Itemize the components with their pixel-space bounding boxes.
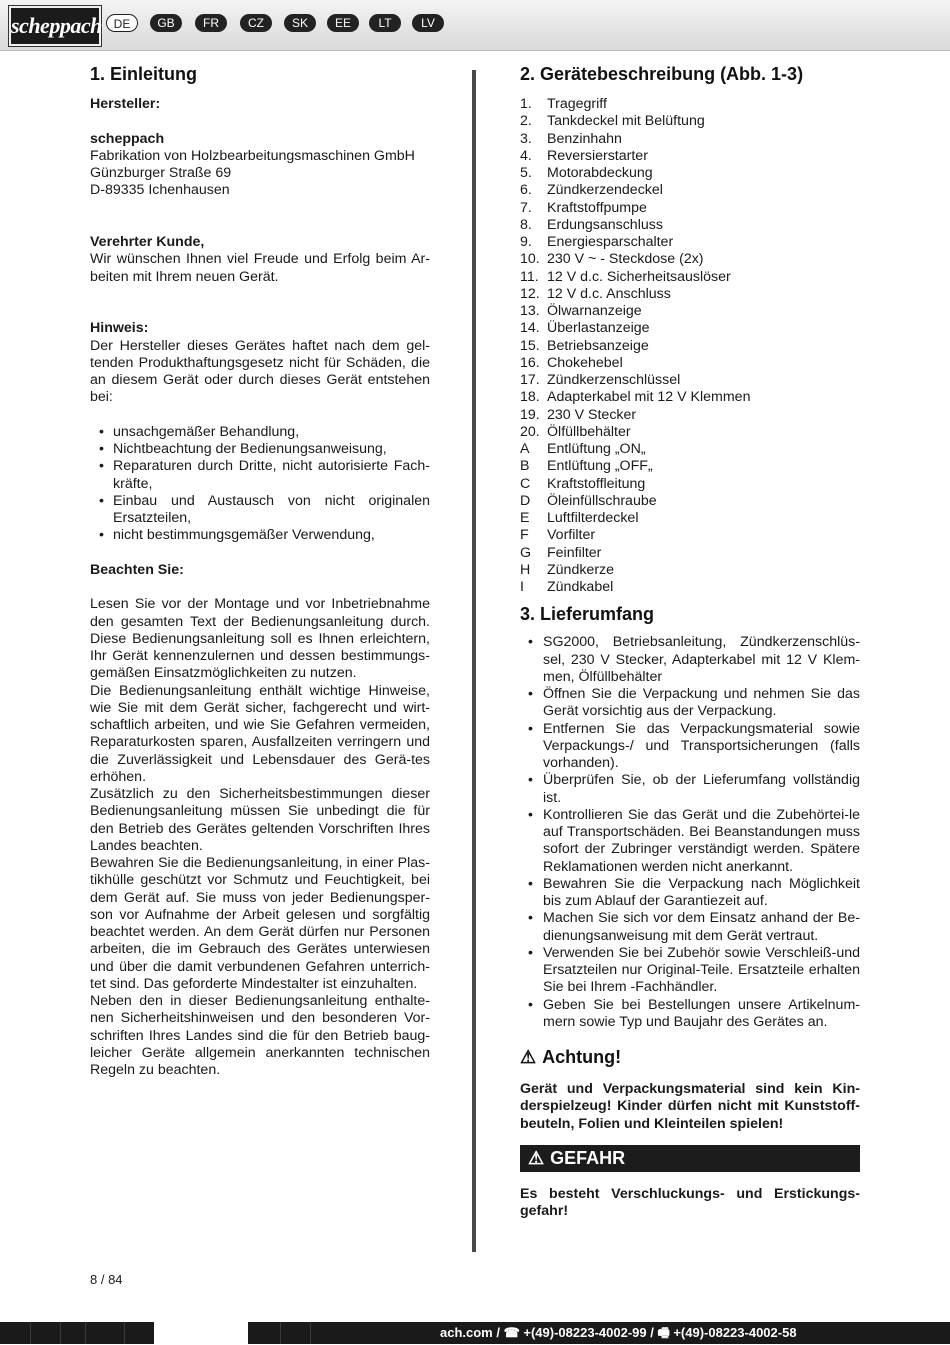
gefahr-text: Es besteht Verschluckungs- und Erstickungs-gefahr! xyxy=(520,1185,860,1219)
parts-list-label: Öleinfüllschraube xyxy=(547,492,657,509)
parts-list-number: 9. xyxy=(520,234,532,250)
parts-list-number: 5. xyxy=(520,165,532,181)
parts-list-number: 20. xyxy=(520,423,540,440)
language-tab-gb[interactable]: GB xyxy=(150,14,182,32)
achtung-text: Gerät und Verpackungsmaterial sind kein Kin-derspielzeug! Kinder dürfen nicht mit Kunststoff-beuteln, Folien und Kleinteilen spielen! xyxy=(520,1081,860,1132)
parts-list-label: 12 V d.c. Sicherheitsauslöser xyxy=(547,268,731,285)
left-column xyxy=(90,62,430,1079)
parts-list-item xyxy=(520,493,860,510)
parts-list-number: 2. xyxy=(520,113,532,130)
parts-list-number: 13. xyxy=(520,303,540,319)
parts-list-label: 230 V ~ - Steckdose (2x) xyxy=(547,251,704,268)
hersteller-label: Hersteller: xyxy=(90,96,161,112)
delivery-list xyxy=(520,634,860,1031)
parts-list-label: Motorabdeckung xyxy=(547,165,653,181)
parts-list-item xyxy=(520,424,860,441)
list-item: • unsachgemäßer Behandlung, xyxy=(90,424,430,441)
delivery-list-item: • Verwenden Sie bei Zubehör sowie Verschleiß-und Ersatzteilen nur Original-Teile. Ersatzteile erhalten Sie bei Ihrem -Fachhändler. xyxy=(520,945,860,997)
parts-list-label: Betriebsanzeige xyxy=(547,337,649,354)
parts-list-item xyxy=(520,476,860,493)
parts-list-number: E xyxy=(520,510,530,526)
kunde-text: Wir wünschen Ihnen viel Freude und Erfolg beim Ar-beiten mit Ihrem neuen Gerät. xyxy=(90,251,430,285)
parts-list-label: Zündkerzendeckel xyxy=(547,182,663,199)
delivery-list-item: • Entfernen Sie das Verpackungsmaterial sowie Verpackungs-/ und Transportsicherungen (falls vorhanden). xyxy=(520,721,860,773)
list-item: • nicht bestimmungsgemäßer Verwendung, xyxy=(90,527,430,544)
parts-list-label: Adapterkabel mit 12 V Klemmen xyxy=(547,389,751,406)
language-tab-lt[interactable]: LT xyxy=(369,14,401,32)
hinweis-label: Hinweis: xyxy=(90,320,149,337)
parts-list-item xyxy=(520,407,860,424)
parts-list-label: Reversierstarter xyxy=(547,147,648,164)
parts-list-item xyxy=(520,389,860,406)
achtung-title: Achtung! xyxy=(542,1047,622,1067)
address-line: Fabrikation von Holzbearbeitungsmaschinen GmbH xyxy=(90,147,415,164)
parts-list-label: Tankdeckel mit Belüftung xyxy=(547,113,705,130)
parts-list-label: Zündkerzenschlüssel xyxy=(547,372,681,388)
right-column xyxy=(520,62,860,1220)
achtung-heading xyxy=(520,1045,860,1069)
parts-list-item xyxy=(520,200,860,217)
hinweis-text: Der Hersteller dieses Gerätes haftet nach dem gel-tenden Produkthaftungsgesetz nicht für Schäden, die an diesem Gerät oder durch dieses Gerät entstehen bei: xyxy=(90,337,430,406)
parts-list-number: C xyxy=(520,475,531,492)
language-tab-de[interactable]: DE xyxy=(106,14,138,32)
gefahr-title: GEFAHR xyxy=(550,1147,626,1168)
page-number: 8 / 84 xyxy=(90,1272,123,1287)
parts-list-item xyxy=(520,165,860,182)
parts-list-number: A xyxy=(520,441,530,457)
delivery-list-item: • SG2000, Betriebsanleitung, Zündkerzenschlüs-sel, 230 V Stecker, Adapterkabel mit 12 V Klem-men, Ölfüllbehälter xyxy=(520,634,860,686)
parts-list-number: F xyxy=(520,527,529,544)
delivery-list-item: • Kontrollieren Sie das Gerät und die Zubehörtei-le auf Transportschäden. Bei Beanstandungen muss sofort der Zubringer verständigt werden. Spätere Reklamationen werden nicht anerkannt. xyxy=(520,807,860,876)
list-item: • Reparaturen durch Dritte, nicht autorisierte Fach-kräfte, xyxy=(90,458,430,493)
list-item: • Nichtbeachtung der Bedienungsanweisung, xyxy=(90,441,430,458)
parts-list-label: Energiesparschalter xyxy=(547,234,674,250)
parts-list-label: Entlüftung „OFF„ xyxy=(547,458,653,475)
parts-list-label: Vorfilter xyxy=(547,527,596,544)
parts-list-item xyxy=(520,579,860,596)
column-divider xyxy=(472,70,476,1252)
parts-list-number: G xyxy=(520,544,532,561)
parts-list-label: 12 V d.c. Anschluss xyxy=(547,285,671,302)
parts-list-item xyxy=(520,510,860,527)
brand-logo: scheppach xyxy=(9,6,101,46)
delivery-list-item: • Überprüfen Sie, ob der Lieferumfang vollständig ist. xyxy=(520,772,860,807)
parts-list-item xyxy=(520,148,860,165)
paragraph: Neben den in dieser Bedienungsanleitung enthalte-nen Sicherheitshinweisen und den besonderen Vor-schriften Ihres Landes sind die für den Betrieb baug-leicher Geräte allgemein anerkannten technischen Regeln zu beachten. xyxy=(90,993,430,1078)
parts-list-item xyxy=(520,562,860,579)
parts-list-label: Benzinhahn xyxy=(547,130,622,147)
language-tab-ee[interactable]: EE xyxy=(327,14,359,32)
parts-list-item xyxy=(520,269,860,286)
parts-list-item xyxy=(520,131,860,148)
language-tab-sk[interactable]: SK xyxy=(284,14,316,32)
parts-list-number: 8. xyxy=(520,216,532,233)
parts-list-number: 11. xyxy=(520,268,539,285)
address-line: D-89335 Ichenhausen xyxy=(90,182,230,199)
delivery-list-item: • Geben Sie bei Bestellungen unsere Artikelnum-mern sowie Typ und Baujahr des Gerätes an. xyxy=(520,997,860,1032)
delivery-list-item: • Bewahren Sie die Verpackung nach Möglichkeit bis zum Ablauf der Garantiezeit auf. xyxy=(520,876,860,911)
warning-triangle-icon: ⚠ xyxy=(520,1047,537,1067)
parts-list-number: 17. xyxy=(520,372,540,388)
parts-list-item xyxy=(520,234,860,251)
footer-bar xyxy=(0,1322,950,1344)
section-title-einleitung: 1. Einleitung xyxy=(90,64,198,84)
parts-list-label: Entlüftung „ON„ xyxy=(547,441,646,457)
language-tab-fr[interactable]: FR xyxy=(195,14,227,32)
parts-list-number: D xyxy=(520,492,531,509)
parts-list-label: 230 V Stecker xyxy=(547,406,637,423)
parts-list-number: 15. xyxy=(520,337,540,354)
parts-list-number: B xyxy=(520,458,530,475)
parts-list-item xyxy=(520,545,860,562)
address-line: Günzburger Straße 69 xyxy=(90,165,232,181)
parts-list-number: I xyxy=(520,579,524,595)
paragraph: Zusätzlich zu den Sicherheitsbestimmungen dieser Bedienungsanleitung müssen Sie unbedingt die für den Betrieb des Gerätes geltenden Vorschriften Ihres Landes beachten. xyxy=(90,786,430,854)
parts-list-item xyxy=(520,113,860,130)
language-tab-cz[interactable]: CZ xyxy=(240,14,272,32)
paragraph: Die Bedienungsanleitung enthält wichtige Hinweise, wie Sie mit dem Gerät sicher, fachgerecht und wirt-schaftlich arbeiten, und wie Sie Gefahren vermeiden, Reparaturkosten sparen, Ausfallzeiten verringern und die Zuverlässigkeit und Lebensdauer des Gerä-tes erhöhen. xyxy=(90,682,430,785)
parts-list-item xyxy=(520,286,860,303)
parts-list-label: Überlastanzeige xyxy=(547,320,650,337)
parts-list-item xyxy=(520,338,860,355)
parts-list-item xyxy=(520,320,860,337)
parts-list-label: Zündkerze xyxy=(547,561,615,578)
parts-list-number: 19. xyxy=(520,406,540,423)
parts-list-number: 18. xyxy=(520,389,540,406)
parts-list-number: 4. xyxy=(520,147,532,164)
paragraph: Lesen Sie vor der Montage und vor Inbetriebnahme den gesamten Text der Bedienungsanleitung durch. Diese Bedienungsanleitung soll es Ihnen erleichtern, Ihr Gerät kennenzulernen und dessen bestimmungs-gemäßen Einsatzmöglichkeiten zu nutzen. xyxy=(90,596,430,682)
parts-list-item xyxy=(520,458,860,475)
parts-list-number: 12. xyxy=(520,285,540,302)
parts-list-item xyxy=(520,303,860,320)
parts-list-item xyxy=(520,182,860,199)
parts-list-label: Ölfüllbehälter xyxy=(547,423,631,440)
parts-list-item xyxy=(520,372,860,389)
paragraph: Bewahren Sie die Bedienungsanleitung, in einer Plas-tikhülle geschützt vor Schmutz und Feuchtigkeit, bei dem Gerät auf. Sie muss von jeder Bedienungsper-son vor Aufnahme der Arbeit gelesen und sorgfältig beachtet werden. An dem Gerät dürfen nur Personen arbeiten, die im Gebrauch des Gerätes unterwiesen und über die damit verbundenen Gefahren unterrich-tet sind. Das geforderte Mindestalter ist einzuhalten. xyxy=(90,855,430,992)
parts-list-number: H xyxy=(520,561,531,578)
parts-list-item xyxy=(520,527,860,544)
gefahr-banner xyxy=(520,1145,860,1172)
delivery-list-item: • Machen Sie sich vor dem Einsatz anhand der Be-dienungsanweisung mit dem Gerät vertraut. xyxy=(520,910,860,945)
parts-list-number: 3. xyxy=(520,130,532,147)
warning-triangle-icon: ⚠ xyxy=(528,1147,545,1168)
parts-list-item xyxy=(520,96,860,113)
language-tab-lv[interactable]: LV xyxy=(412,14,444,32)
section-title-lieferumfang: 3. Lieferumfang xyxy=(520,604,655,625)
parts-list-label: Chokehebel xyxy=(547,354,623,371)
parts-list-label: Kraftstoffleitung xyxy=(547,475,646,492)
parts-list-item xyxy=(520,441,860,458)
parts-list-number: 7. xyxy=(520,199,532,216)
parts-list-label: Ölwarnanzeige xyxy=(547,303,642,319)
kunde-label: Verehrter Kunde, xyxy=(90,234,205,250)
parts-list-number: 14. xyxy=(520,320,540,337)
parts-list-label: Feinfilter xyxy=(547,544,602,561)
header-bar xyxy=(0,0,950,51)
parts-list-number: 16. xyxy=(520,354,540,371)
parts-list-number: 6. xyxy=(520,182,532,199)
parts-list-item xyxy=(520,217,860,234)
parts-list-number: 1. xyxy=(520,96,532,112)
parts-list-label: Luftfilterdeckel xyxy=(547,510,639,526)
list-item: • Einbau und Austausch von nicht originalen Ersatzteilen, xyxy=(90,493,430,528)
parts-list-label: Zündkabel xyxy=(547,579,614,595)
company-name: scheppach xyxy=(90,130,165,147)
parts-list-item xyxy=(520,251,860,268)
footer-contact: ach.com / ☎ +(49)-08223-4002-99 / 🖷 +(49)-08223-4002-58 xyxy=(440,1325,797,1340)
beachten-label: Beachten Sie: xyxy=(90,561,184,578)
parts-list-label: Tragegriff xyxy=(547,96,607,112)
parts-list-number: 10. xyxy=(520,251,540,268)
parts-list-item xyxy=(520,355,860,372)
section-title-geraetebeschreibung: 2. Gerätebeschreibung (Abb. 1-3) xyxy=(520,64,804,84)
parts-list xyxy=(520,96,860,596)
delivery-list-item: • Öffnen Sie die Verpackung und nehmen Sie das Gerät vorsichtig aus der Verpackung. xyxy=(520,686,860,721)
parts-list-label: Kraftstoffpumpe xyxy=(547,199,647,216)
parts-list-label: Erdungsanschluss xyxy=(547,216,663,233)
